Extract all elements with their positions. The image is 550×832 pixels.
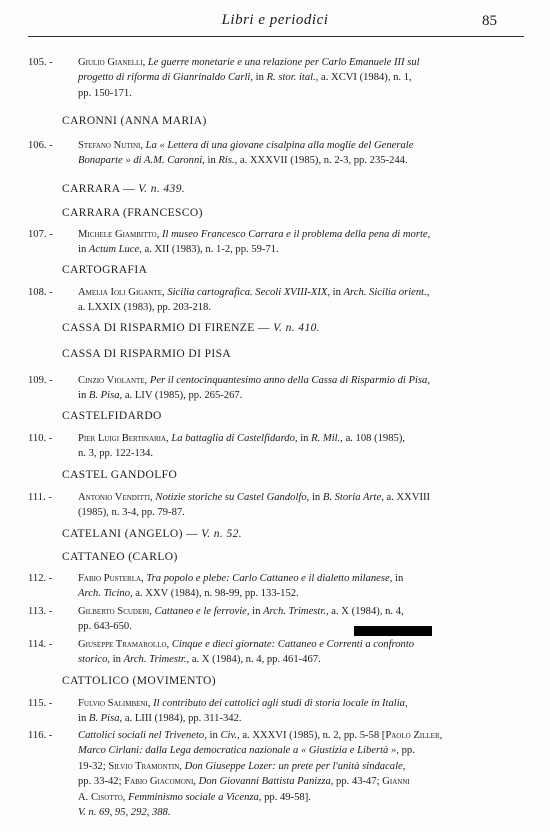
in-word: in xyxy=(207,155,216,167)
heading-castel-gandolfo: CASTEL GANDOLFO xyxy=(62,469,178,481)
in-word: in xyxy=(112,654,121,666)
citation: a. XXV (1984), n. 98-99, pp. 133-152. xyxy=(135,588,299,600)
entry-112 xyxy=(28,571,524,602)
pages: pp. 43-47; xyxy=(336,776,380,788)
title: Cattolici sociali nel Triveneto, xyxy=(78,730,207,741)
pages: 19-32; xyxy=(78,760,106,772)
entry-number: 113. - xyxy=(28,606,53,617)
entry-number: 116. - xyxy=(28,730,53,741)
entry-number: 109. - xyxy=(28,375,53,386)
author: Giulio Gianelli, xyxy=(78,57,146,68)
entry-116 xyxy=(28,728,524,820)
heading-carrara-francesco: CARRARA (FRANCESCO) xyxy=(62,207,203,219)
entry-110 xyxy=(28,431,524,462)
entry-number: 105. - xyxy=(28,57,53,68)
pages: pp. 150-171. xyxy=(78,87,132,99)
pages: pp. 33-42; xyxy=(78,776,122,788)
sub-title: Don Giuseppe Lozer: un prete per l'unità sindacale, xyxy=(184,760,406,772)
author: Stefano Nutini, xyxy=(78,140,143,151)
page-number: 85 xyxy=(482,13,497,29)
journal: Arch. Trimestr., xyxy=(263,606,329,617)
journal: Arch. Ticino, xyxy=(78,588,133,600)
citation: a. XXXVII (1985), n. 2-3, pp. 235-244. xyxy=(239,155,408,167)
journal: R. stor. ital., xyxy=(266,72,319,84)
entry-number: 110. - xyxy=(28,433,53,444)
in-word: in xyxy=(252,606,261,617)
author: Gianni xyxy=(382,776,410,788)
title: Sicilia cartografica. Secoli XVIII-XIX, xyxy=(167,287,330,298)
entry-number: 112. - xyxy=(28,573,53,584)
entry-107 xyxy=(28,227,524,258)
title-cont: storico, xyxy=(78,654,111,666)
citation: a. XCVI (1984), n. 1, xyxy=(321,72,412,84)
cross-reference: V. n. 52. xyxy=(201,528,243,540)
journal: B. Storia Arte, xyxy=(322,492,384,503)
in-word: in xyxy=(395,573,404,584)
heading-carrara-ref xyxy=(62,183,185,195)
citation: a. LIV (1985), pp. 265-267. xyxy=(124,390,243,402)
entry-106 xyxy=(28,138,524,169)
author: Cinzio Violante, xyxy=(78,375,148,386)
entry-114 xyxy=(28,637,524,668)
entry-111 xyxy=(28,490,524,521)
in-word: in xyxy=(78,244,87,256)
heading-catelani xyxy=(62,528,242,540)
in-word: in xyxy=(255,72,264,84)
journal: Arch. Sicilia orient., xyxy=(343,287,430,298)
sub-title: Marco Cirlani: dalla Lega democratica nazionale a « Giustizia e Libertà », xyxy=(78,745,399,757)
citation-cont: n. 3, pp. 122-134. xyxy=(78,448,154,460)
sub-title: Don Giovanni Battista Panizza, xyxy=(198,776,334,788)
entry-number: 106. - xyxy=(28,140,53,151)
citation: a. XXXVI (1985), n. 2, pp. 5-58 [ xyxy=(242,730,386,741)
title: Le guerre monetarie e una relazione per Carlo Emanuele III sul xyxy=(147,57,420,68)
title-cont: Bonaparte » di A.M. Caronni, xyxy=(78,155,205,167)
in-word: in xyxy=(300,433,309,444)
journal: Ris., xyxy=(218,155,238,167)
in-word: in xyxy=(78,390,87,402)
heading-cattaneo: CATTANEO (CARLO) xyxy=(62,551,178,563)
citation: a. X (1984), n. 4, xyxy=(331,606,404,617)
heading-text: CASSA DI RISPARMIO DI FIRENZE — xyxy=(62,322,270,334)
title: La battaglia di Castelfidardo, xyxy=(171,433,298,444)
heading-castelfidardo: CASTELFIDARDO xyxy=(62,410,162,422)
entry-number: 114. - xyxy=(28,639,53,650)
title: Tra popolo e plebe: Carlo Cattaneo e il dialetto milanese, xyxy=(146,573,393,584)
author: Gilberto Scuderi, xyxy=(78,606,152,617)
running-title: Libri e periodici xyxy=(221,12,329,28)
author: Fabio Giacomoni, xyxy=(124,776,196,788)
journal: B. Pisa, xyxy=(88,713,123,725)
title: Cattaneo e le ferrovie, xyxy=(154,606,250,617)
heading-cassa-pisa: CASSA DI RISPARMIO DI PISA xyxy=(62,348,232,360)
entry-115 xyxy=(28,696,524,727)
entry-number: 111. - xyxy=(28,492,52,503)
author: Antonio Venditti, xyxy=(78,492,153,503)
sub-title: Femminismo sociale a Vicenza, xyxy=(128,791,262,803)
redaction-bar xyxy=(354,626,432,636)
journal: Actum Luce, xyxy=(88,244,142,256)
heading-text: CARRARA — xyxy=(62,183,135,195)
citation: a. X (1984), n. 4, pp. 461-467. xyxy=(191,654,321,666)
author: Michele Giambitto, xyxy=(78,229,160,240)
author: Silvio Tramontin, xyxy=(108,760,182,772)
cross-reference: V. n. 69, 95, 292, 388. xyxy=(78,806,171,818)
in-word: in xyxy=(311,492,321,503)
heading-cartografia: CARTOGRAFIA xyxy=(62,264,148,276)
heading-cassa-firenze xyxy=(62,322,320,334)
entry-108 xyxy=(28,285,524,316)
author: Paolo Ziller, xyxy=(385,730,443,741)
author-cont: A. Cisotto, xyxy=(78,791,126,803)
in-word: in xyxy=(332,287,341,298)
entry-number: 115. - xyxy=(28,698,53,709)
author: Fulvio Salimbeni, xyxy=(78,698,151,709)
cross-reference: V. n. 410. xyxy=(273,322,321,334)
citation: a. XXVIII xyxy=(386,492,431,503)
title: Cinque e dieci giornate: Cattaneo e Correnti a confronto xyxy=(171,639,415,650)
pages: pp. xyxy=(401,745,415,757)
entry-113 xyxy=(28,604,524,635)
title: Il contributo dei cattolici agli studi di storia locale in Italia, xyxy=(153,698,408,709)
entry-number: 107. - xyxy=(28,229,53,240)
heading-text: CATELANI (ANGELO) — xyxy=(62,528,198,540)
title: Per il centocinquantesimo anno della Cassa di Risparmio di Pisa, xyxy=(149,375,430,386)
journal: Arch. Trimestr., xyxy=(123,654,190,666)
in-word: in xyxy=(209,730,218,741)
heading-cattolico: CATTOLICO (MOVIMENTO) xyxy=(62,675,216,687)
pages: pp. 49-58]. xyxy=(264,791,311,803)
header-rule xyxy=(28,36,524,37)
author: Fabio Pusterla, xyxy=(78,573,144,584)
author: Amelia Ioli Gigante, xyxy=(78,287,165,298)
journal: B. Pisa, xyxy=(88,390,123,402)
journal: R. Mil., xyxy=(311,433,343,444)
entry-105 xyxy=(28,55,524,101)
title: Notizie storiche su Castel Gandolfo, xyxy=(155,492,310,503)
entry-number: 108. - xyxy=(28,287,53,298)
author: Giuseppe Tramarollo, xyxy=(78,639,170,650)
citation-cont: (1985), n. 3-4, pp. 79-87. xyxy=(78,507,185,519)
journal: Civ., xyxy=(220,730,240,741)
entry-109 xyxy=(28,373,524,404)
in-word: in xyxy=(78,713,87,725)
author: Pier Luigi Bertinaria, xyxy=(78,433,169,444)
pages: pp. 643-650. xyxy=(78,621,132,633)
citation: a. LXXIX (1983), pp. 203-218. xyxy=(78,302,211,314)
title: La « Lettera di una giovane cisalpina alla moglie del Generale xyxy=(145,140,414,151)
cross-reference: V. n. 439. xyxy=(138,183,186,195)
title: Il museo Francesco Carrara e il problema della pena di morte, xyxy=(162,229,431,240)
citation: a. LIII (1984), pp. 311-342. xyxy=(124,713,242,725)
citation: a. 108 (1985), xyxy=(345,433,405,444)
citation: a. XII (1983), n. 1-2, pp. 59-71. xyxy=(144,244,279,256)
heading-caronni: CARONNI (ANNA MARIA) xyxy=(62,115,207,127)
title-cont: progetto di riforma di Gianrinaldo Carli, xyxy=(78,72,254,84)
